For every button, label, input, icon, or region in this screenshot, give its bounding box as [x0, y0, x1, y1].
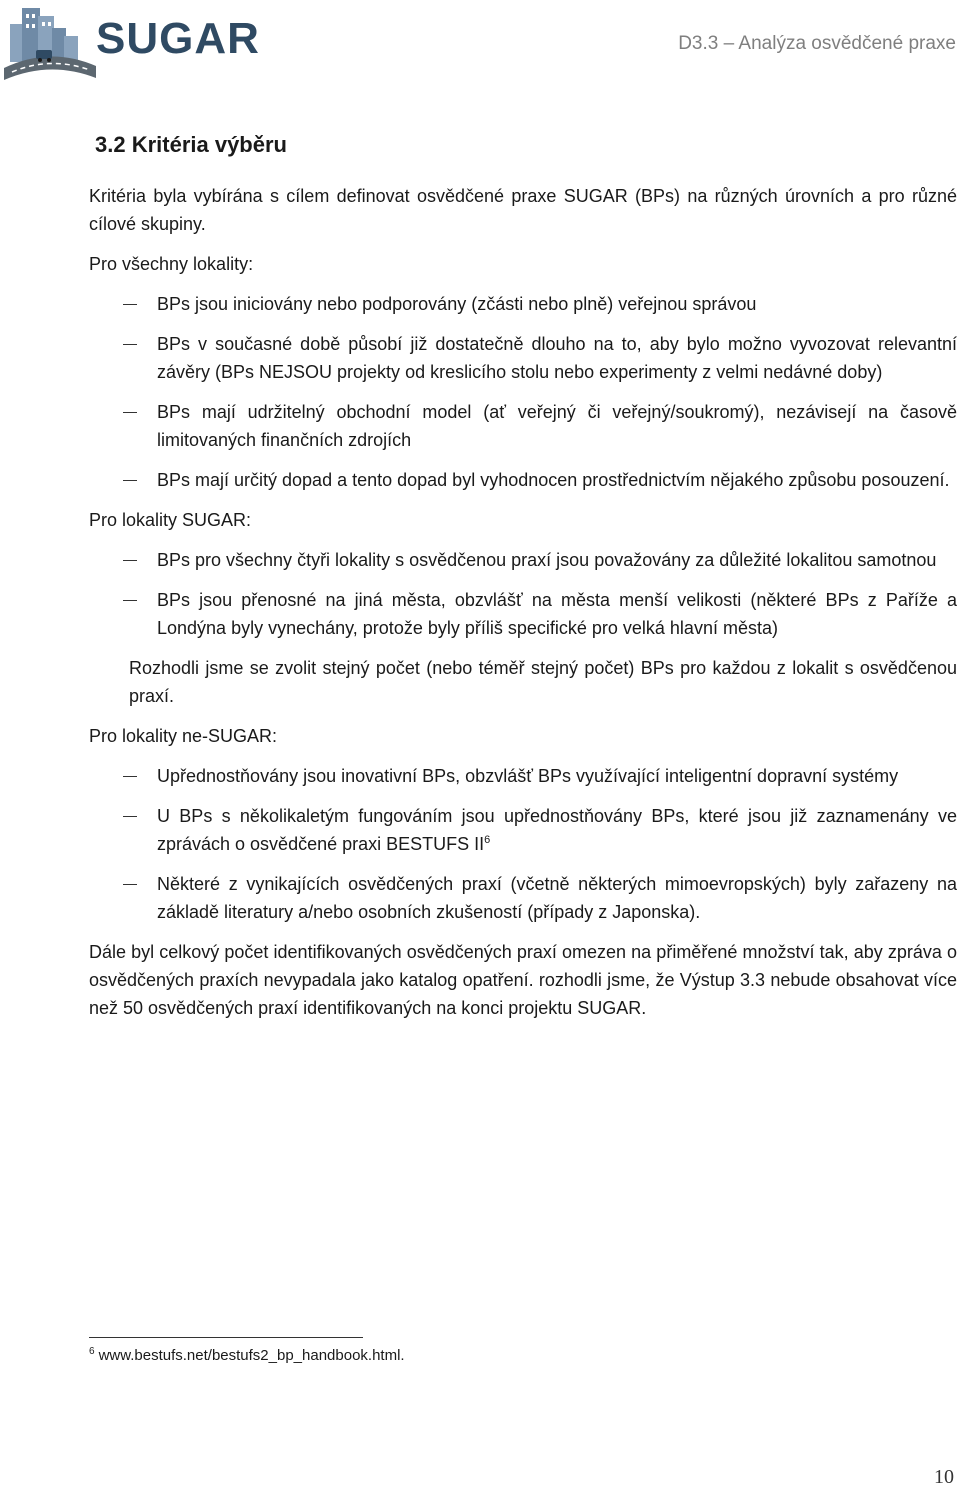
group-label-all: Pro všechny lokality:: [89, 254, 254, 274]
closing-paragraph: Dále byl celkový počet identifikovaných osvědčených praxí omezen na přiměřené množství tak, aby zpráva o osvědčených praxích nevypadala jako katalog opatření. rozhodli jsme, že Výstup 3.3 nebude obsahovat více než 50 osvědčených praxí identifikovaných na konci projektu SUGAR.: [89, 942, 957, 1018]
list-item: BPs pro všechny čtyři lokality s osvědčenou praxí jsou považovány za důležité lokalitou samotnou: [89, 546, 957, 574]
criteria-list-non-sugar: [89, 762, 957, 926]
sugar-logo-icon: [2, 2, 98, 82]
list-item: Upřednostňovány jsou inovativní BPs, obzvlášť BPs využívající inteligentní dopravní systémy: [89, 762, 957, 790]
list-item: BPs jsou přenosné na jiná města, obzvlášť na města menší velikosti (některé BPs z Paříže a Londýna byly vynechány, protože byly příliš specifické pro velká hlavní města): [89, 586, 957, 642]
footnote-ref: 6: [484, 834, 491, 846]
criteria-list-sugar: [89, 546, 957, 642]
section-heading: 3.2 Kritéria výběru: [95, 132, 287, 157]
list-item: BPs mají udržitelný obchodní model (ať veřejný či veřejný/soukromý), nezávisejí na časově limitovaných finančních zdrojích: [89, 398, 957, 454]
list-item: Některé z vynikajících osvědčených praxí (včetně některých mimoevropských) byly zařazeny na základě literatury a/nebo osobních zkušeností (případy z Japonska).: [89, 870, 957, 926]
logo-text: SUGAR: [96, 14, 260, 63]
list-item: BPs v současné době působí již dostatečně dlouho na to, aby bylo možno vyvozovat relevantní závěry (BPs NEJSOU projekty od kreslicího stolu nebo experimenty z velmi nedávné doby): [89, 330, 957, 386]
footnote-link[interactable]: www.bestufs.net/bestufs2_bp_handbook.html.: [98, 1347, 405, 1364]
list-item: BPs jsou iniciovány nebo podporovány (zčásti nebo plně) veřejnou správou: [89, 290, 957, 318]
footnote: [89, 1346, 405, 1366]
list-item-text: U BPs s několikaletým fungováním jsou upřednostňovány BPs, které jsou již zaznamenány ve zprávách o osvědčené praxi BESTUFS II: [157, 806, 957, 854]
criteria-list-all: [89, 290, 957, 494]
page-header: [0, 0, 960, 90]
footnote-divider: [89, 1337, 363, 1338]
group-label-non-sugar: Pro lokality ne-SUGAR:: [89, 726, 278, 746]
list-item: [89, 802, 957, 858]
document-title: D3.3 – Analýza osvědčené praxe: [678, 33, 956, 54]
footnote-number: 6: [89, 1346, 95, 1357]
page-number: 10: [934, 1466, 954, 1488]
intro-paragraph: Kritéria byla vybírána s cílem definovat osvědčené praxe SUGAR (BPs) na různých úrovních a pro různé cílové skupiny.: [89, 186, 957, 234]
group-label-sugar: Pro lokality SUGAR:: [89, 510, 252, 530]
main-content: [89, 130, 957, 1034]
list-item: BPs mají určitý dopad a tento dopad byl vyhodnocen prostřednictvím nějakého způsobu posouzení.: [89, 466, 957, 494]
sugar-note: Rozhodli jsme se zvolit stejný počet (nebo téměř stejný počet) BPs pro každou z lokalit s osvědčenou praxí.: [129, 658, 957, 706]
